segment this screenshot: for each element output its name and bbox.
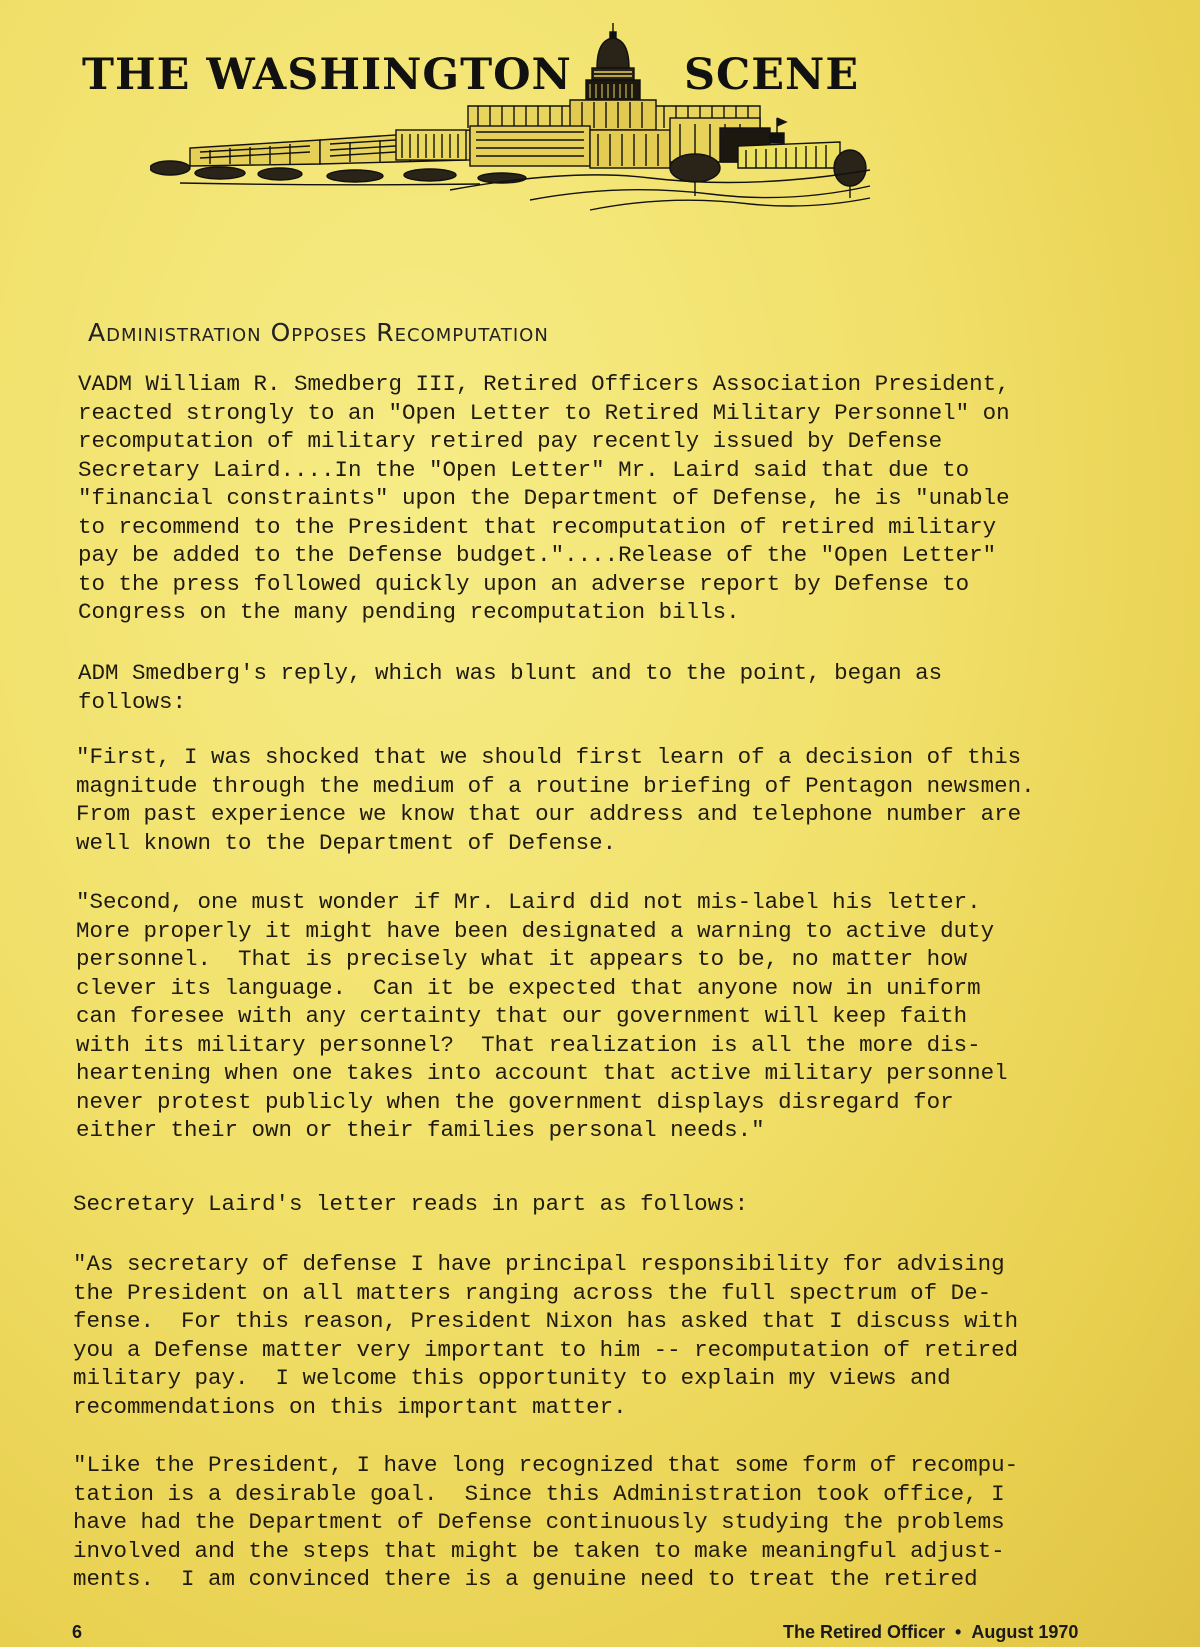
issue-date: August 1970 [971,1622,1079,1642]
article-paragraph: "Second, one must wonder if Mr. Laird did not mis-label his letter. More properly it might have been designated a warning to active duty personnel. That is precisely what it appears to be, no matter how clever its language. Can it be expected that anyone now in uniform can foresee with any certainty that our government will keep faith with its military personnel? That realization is all the more dis- heartening when one takes into account that active military personnel never protest publicly when the government displays disregard for either their own or their families personal needs." [76,889,1008,1143]
masthead-title-right: SCENE [684,50,860,100]
article-paragraph: "As secretary of defense I have principal responsibility for advising the President on all matters ranging across the full spectrum of De- fense. For this reason, President Nixon has asked that I discuss with you a Defense matter very important to him -- recomputation of retired military pay. I welcome this opportunity to explain my views and recommendations on this important matter. [73,1251,1019,1420]
capitol-skyline-illustration [150,18,910,218]
article-paragraph: ADM Smedberg's reply, which was blunt and to the point, began as follows: [78,660,943,715]
publication-line [783,1622,1078,1643]
article-headline: Administration Opposes Recomputation [88,318,549,347]
masthead-title-left: THE WASHINGTON [82,50,572,100]
masthead [0,0,1200,230]
article-paragraph: "Like the President, I have long recognized that some form of recompu- tation is a desirable goal. Since this Administration took office, I have had the Department of Defense continuously studying the problems involved and the steps that might be taken to make meaningful adjust- ments. I am convinced there is a genuine need to treat the retired [73,1452,1019,1592]
publication-title: The Retired Officer [783,1622,946,1642]
page-number: 6 [72,1622,83,1642]
article-paragraph: Secretary Laird's letter reads in part as follows: [73,1191,749,1217]
footer-bullet: • [955,1622,962,1642]
article-paragraph: VADM William R. Smedberg III, Retired Officers Association President, reacted strongly to an "Open Letter to Retired Military Personnel" on recomputation of military retired pay recently issued by Defense Secretary Laird....In the "Open Letter" Mr. Laird said that due to "financial constraints" upon the Department of Defense, he is "unable to recommend to the President that recomputation of retired military pay be added to the Defense budget."....Release of the "Open Letter" to the press followed quickly upon an adverse report by Defense to Congress on the many pending recomputation bills. [78,371,1010,625]
article-paragraph: "First, I was shocked that we should first learn of a decision of this magnitude through the medium of a routine briefing of Pentagon newsmen. From past experience we know that our address and telephone number are well known to the Department of Defense. [76,744,1035,856]
